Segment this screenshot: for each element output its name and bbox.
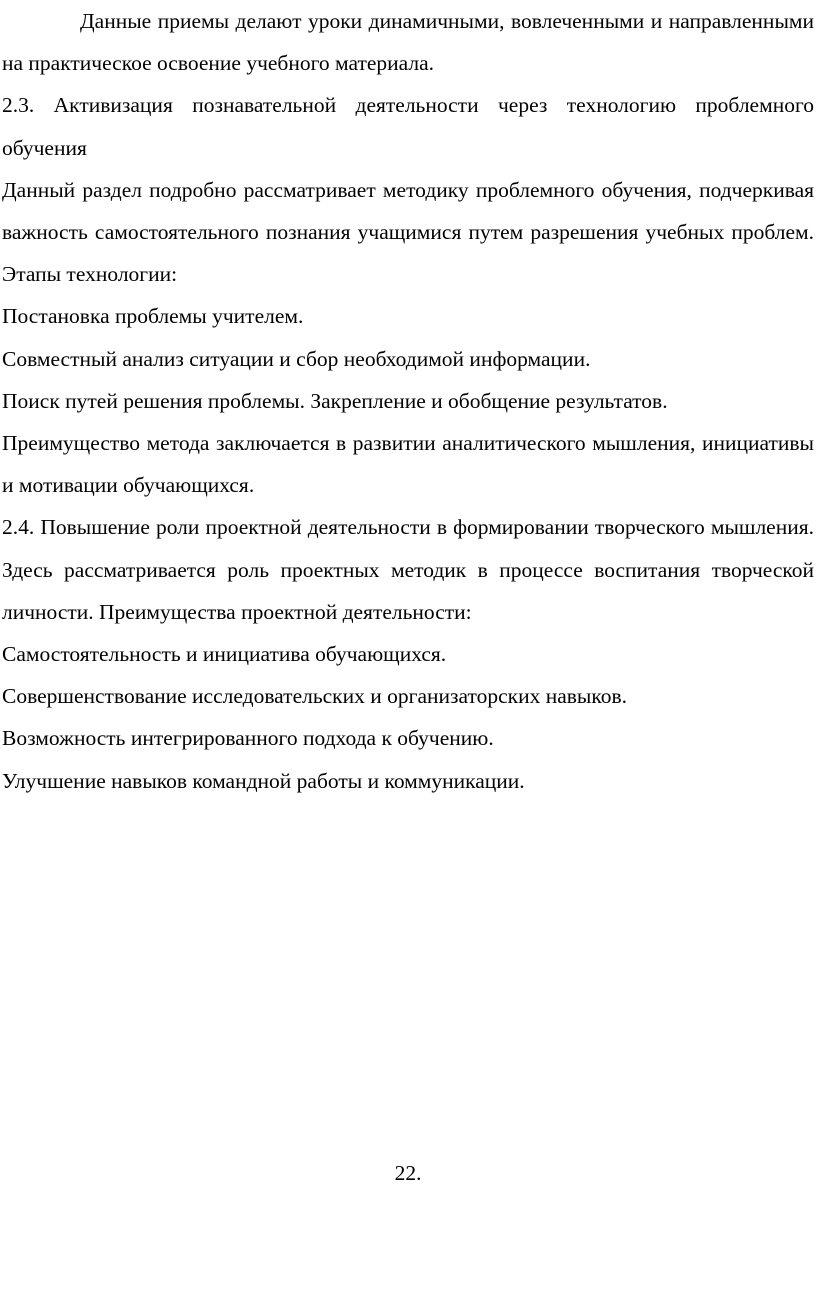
list-item: Совершенствование исследовательских и организаторских навыков. — [2, 684, 628, 709]
paragraph-intro: Данные приемы делают уроки динамичными, вовлеченными и направленными на практическое освоение учебного материала. — [2, 9, 814, 76]
document-body — [2, 0, 814, 802]
list-item: Постановка проблемы учителем. — [2, 304, 304, 329]
paragraph-method-advantage: Преимущество метода заключается в развитии аналитического мышления, инициативы и мотивации обучающихся. — [2, 431, 814, 498]
section-heading-2-4: 2.4. Повышение роли проектной деятельности в формировании творческого мышления. Здесь рассматривается роль проектных методик в процессе воспитания творческой личности. Преимущества проектной деятельности: — [2, 515, 814, 624]
page-number: 22. — [394, 1161, 422, 1185]
list-item: Возможность интегрированного подхода к обучению. — [2, 726, 494, 751]
list-item: Самостоятельность и инициатива обучающихся. — [2, 642, 447, 667]
list-item: Поиск путей решения проблемы. Закрепление и обобщение результатов. — [2, 388, 668, 413]
section-heading-2-3: 2.3. Активизация познавательной деятельности через технологию проблемного обучения — [2, 93, 814, 160]
paragraph-problem-learning: Данный раздел подробно рассматривает методику проблемного обучения, подчеркивая важность самостоятельного познания учащимися путем разрешения учебных проблем. Этапы технологии: — [2, 177, 814, 287]
list-item: Улучшение навыков командной работы и коммуникации. — [2, 768, 525, 793]
list-item: Совместный анализ ситуации и сбор необходимой информации. — [2, 346, 591, 371]
